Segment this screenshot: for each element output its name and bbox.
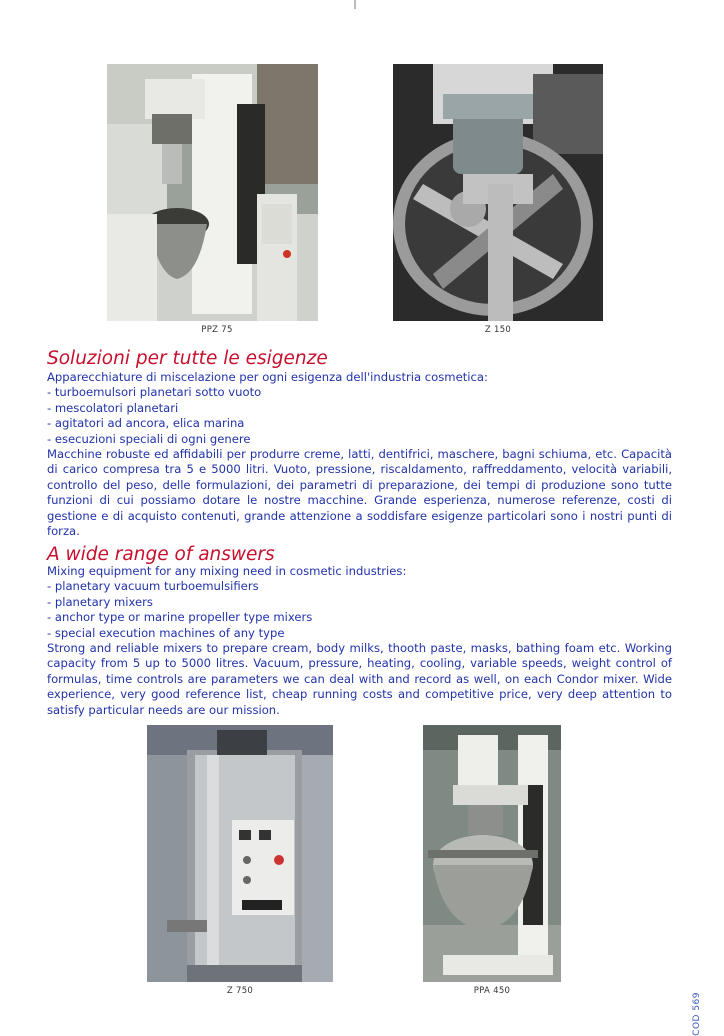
italian-body: Macchine robuste ed affidabili per produrre creme, latti, dentifrici, maschere, bagni schiuma, etc. Capacità di carico compresa tra 5 e 5000 litri. Vuoto, pressione, riscaldamento, raffreddamento, velocità variabili, controllo del peso, delle formulazioni, dei parametri di preparazione, dei tempi di produzione sono tutte funzioni di cui possiamo dotare le nostre macchine. Grande esperienza, numerose referenze, costi di gestione e di acquisto contenuti, grande attenzione a soddisfare esigenze particolari sono i nostri punti di forza. bbox=[47, 447, 672, 539]
document-code: COD 569 bbox=[692, 992, 702, 1036]
italian-section bbox=[47, 370, 672, 539]
photo-z-750 bbox=[147, 725, 333, 982]
english-list-item: - planetary vacuum turboemulsifiers bbox=[47, 579, 259, 594]
italian-list bbox=[47, 385, 672, 447]
italian-intro: Apparecchiature di miscelazione per ogni esigenza dell'industria cosmetica: bbox=[47, 370, 488, 384]
italian-list-item: - agitatori ad ancora, elica marina bbox=[47, 416, 245, 431]
english-list-item: - anchor type or marine propeller type mixers bbox=[47, 610, 313, 625]
caption-ppa-450: PPA 450 bbox=[473, 986, 511, 996]
caption-ppz-75: PPZ 75 bbox=[201, 325, 233, 335]
english-list bbox=[47, 579, 672, 641]
italian-list-item: - turboemulsori planetari sotto vuoto bbox=[47, 385, 262, 400]
italian-list-item: - esecuzioni speciali di ogni genere bbox=[47, 431, 251, 446]
caption-z-150: Z 150 bbox=[484, 325, 512, 335]
english-list-item: - planetary mixers bbox=[47, 594, 153, 609]
photo-z-150 bbox=[393, 64, 603, 321]
photo-ppa-450 bbox=[423, 725, 561, 982]
english-intro: Mixing equipment for any mixing need in cosmetic industries: bbox=[47, 564, 407, 578]
english-section bbox=[47, 564, 672, 718]
top-mark bbox=[354, 0, 356, 9]
english-heading: A wide range of answers bbox=[47, 544, 275, 565]
english-list-item: - special execution machines of any type bbox=[47, 625, 285, 640]
photo-ppz-75 bbox=[107, 64, 318, 321]
caption-z-750: Z 750 bbox=[226, 986, 254, 996]
english-body: Strong and reliable mixers to prepare cream, body milks, thooth paste, masks, bathing foam etc. Working capacity from 5 up to 5000 litres. Vacuum, pressure, heating, cooling, variable speeds, weight control of formulas, time controls are parameters we can deal with and record as well, on each Condor mixer. Wide experience, very good reference list, cheap running costs and competitive price, very deep attention to satisfy particular needs are our mission. bbox=[47, 641, 672, 717]
italian-heading: Soluzioni per tutte le esigenze bbox=[47, 348, 328, 369]
italian-list-item: - mescolatori planetari bbox=[47, 400, 179, 415]
